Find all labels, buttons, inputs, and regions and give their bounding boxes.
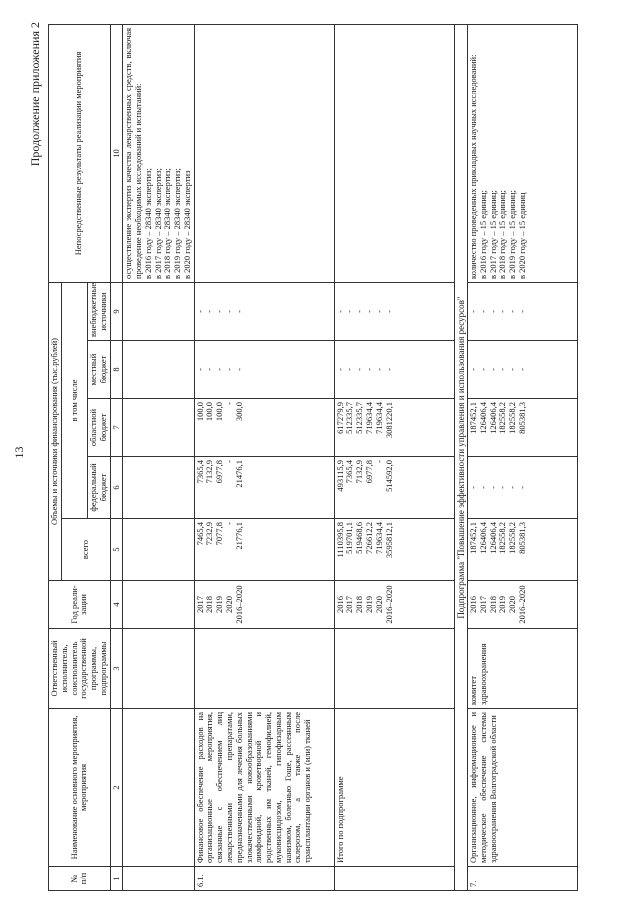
row-results: осуществление экспертиз качества лекарственных средств, включая проведение необходимых исследований и испытаний: в 2016 году – 28340 экспертиз; в 2017 году – 28340 экспертиз; в 2018 году – 28340 экспертиз; в 2019 году – 28340 экспертиз; в 2020 году – 28340 экспертиз: [123, 24, 194, 282]
row-regional: 617279,9 512335,7 512335,7 719634,4 719634,4 3081220,1: [334, 399, 454, 457]
table-row: [194, 24, 334, 890]
row-name: Итого по подпрограмме: [334, 709, 454, 867]
header-executor: Ответственный исполнитель, соисполнитель государственной программы, подпрограммы: [49, 629, 111, 709]
row-name: Организационное, информационное и методическое обеспечение системы здравоохранения Волгоградской области: [468, 709, 578, 867]
index-cell: 7: [110, 399, 123, 457]
row-regional: 100,0 100,0 100,0 - 300,0: [194, 399, 334, 457]
row-extrabudget: - - - - -: [194, 282, 334, 340]
header-extrabudget: внебюджетные источники: [88, 282, 111, 340]
table-row: [334, 24, 454, 890]
row-executor: [123, 629, 194, 709]
row-local: - - - - - -: [468, 341, 578, 399]
subprogram-title: Подпрограмма "Повышение эффективности управления и использования ресурсов": [454, 24, 467, 890]
table-row: [468, 24, 578, 890]
index-cell: 10: [110, 24, 123, 282]
row-num: 7.: [468, 867, 578, 891]
row-extrabudget: - - - - - -: [468, 282, 578, 340]
row-num: [123, 867, 194, 891]
row-years: 2017 2018 2019 2020 2016–2020: [194, 581, 334, 629]
row-years: 2016 2017 2018 2019 2020 2016–2020: [468, 581, 578, 629]
header-federal: федеральный бюджет: [88, 457, 111, 519]
row-total: 1110395,8 519701,1 519468,6 726612,2 719634,4 3595812,1: [334, 519, 454, 581]
header-row-1: [49, 24, 62, 890]
index-cell: 8: [110, 341, 123, 399]
index-cell: 4: [110, 581, 123, 629]
row-name: [123, 709, 194, 867]
row-executor: [194, 629, 334, 709]
row-results: [334, 24, 454, 282]
header-regional: областной бюджет: [88, 399, 111, 457]
header-incl: в том числе: [61, 282, 87, 518]
index-cell: 5: [110, 519, 123, 581]
row-regional: [123, 399, 194, 457]
row-extrabudget: - - - - - -: [334, 282, 454, 340]
row-total: 187452,1 126406,4 126406,4 182558,2 182558,2 805381,3: [468, 519, 578, 581]
row-total: [123, 519, 194, 581]
appendix-title: Продолжение приложения 2: [28, 22, 42, 167]
row-results: [194, 24, 334, 282]
row-name: Финансовое обеспечение расходов на организационные мероприятия, связанные с обеспечением лиц лекарственными препаратами, предназначенными для лечения больных злокачественными новообразованиями лимфоидной, кроветворной и родственных им тканей, гемофилией, муковисцидозом, гипофизарным нанизмом, болезнью Гоше, рассеянным склерозом, а также после трансплантации органов и (или) тканей: [194, 709, 334, 867]
row-num: 6.1.: [194, 867, 334, 891]
header-num: № п/п: [49, 867, 111, 891]
row-executor: комитет здравоохранения: [468, 629, 578, 709]
header-results: Непосредственные результаты реализации мероприятия: [49, 24, 111, 282]
index-cell: 9: [110, 282, 123, 340]
row-federal: - - - - - -: [468, 457, 578, 519]
row-local: [123, 341, 194, 399]
row-federal: [123, 457, 194, 519]
header-funding: Объемы и источники финансирования (тыс.рублей): [49, 282, 62, 580]
row-local: - - - - -: [194, 341, 334, 399]
row-years: 2016 2017 2018 2019 2020 2016–2020: [334, 581, 454, 629]
page-number: 13: [12, 446, 26, 459]
index-cell: 6: [110, 457, 123, 519]
header-year: Год реали-зации: [49, 581, 111, 629]
index-row: [110, 24, 123, 890]
row-total: 7465,4 7232,9 7077,8 - 21776,1: [194, 519, 334, 581]
index-cell: 1: [110, 867, 123, 891]
index-cell: 3: [110, 629, 123, 709]
row-federal: 493115,9 7365,4 7132,9 6977,8 - 514592,0: [334, 457, 454, 519]
row-regional: 187452,1 126406,4 126406,4 182558,2 182558,2 805381,3: [468, 399, 578, 457]
program-table: [48, 24, 578, 891]
index-cell: 2: [110, 709, 123, 867]
header-total: всего: [61, 519, 110, 581]
row-executor: [334, 629, 454, 709]
row-results: количество проведенных прикладных научных исследований: в 2016 году – 15 единиц; в 2017 году – 15 единиц; в 2018 году – 15 единиц; в 2019 году – 15 единиц; в 2020 году – 15 единиц: [468, 24, 578, 282]
header-local: местный бюджет: [88, 341, 111, 399]
row-federal: 7365,4 7132,9 6977,8 - 21476,1: [194, 457, 334, 519]
header-name: Наименование основного мероприятия, мероприятия: [49, 709, 111, 867]
row-local: - - - - - -: [334, 341, 454, 399]
subprogram-row: [454, 24, 467, 890]
row-extrabudget: [123, 282, 194, 340]
table-row: [123, 24, 194, 890]
row-num: [334, 867, 454, 891]
row-years: [123, 581, 194, 629]
